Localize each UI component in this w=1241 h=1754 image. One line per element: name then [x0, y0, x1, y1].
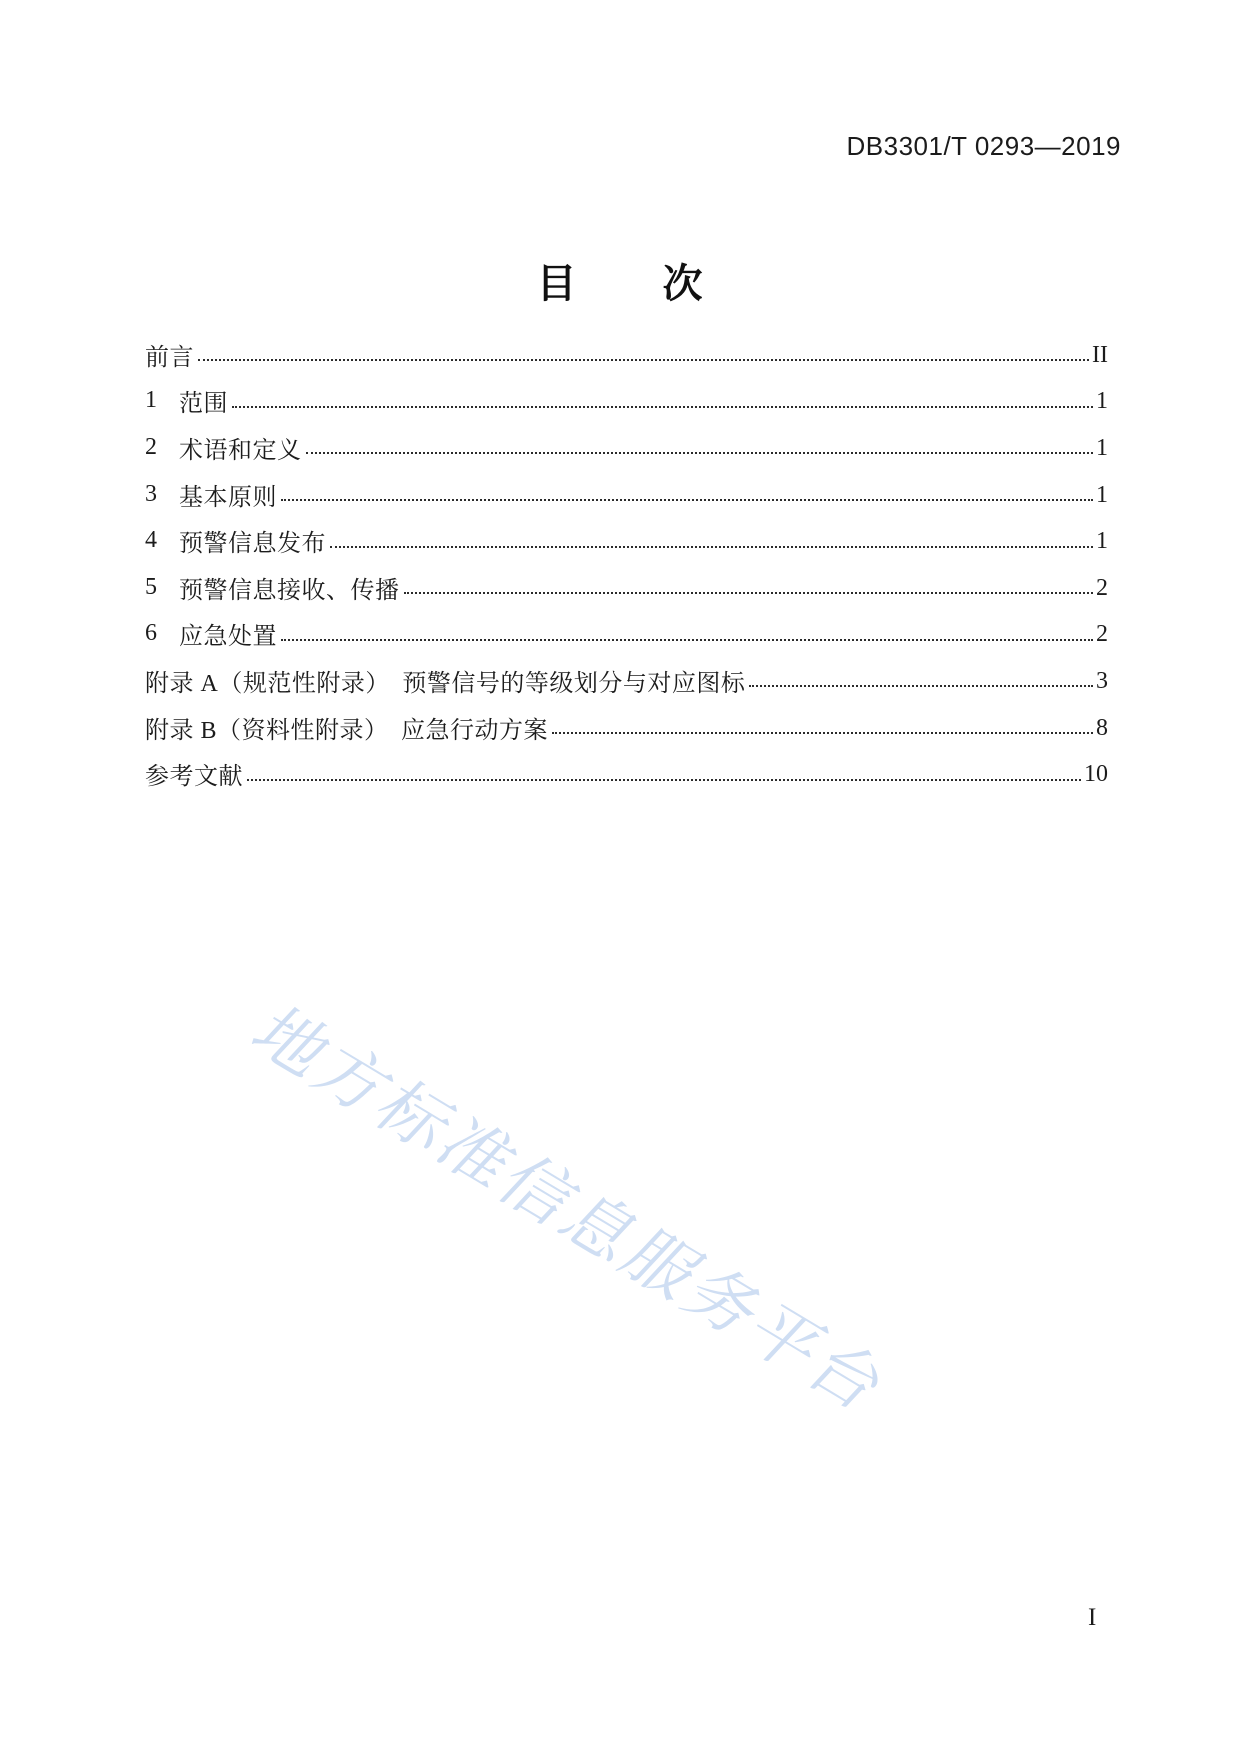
toc-entry-number: 3 [145, 480, 157, 507]
toc-entry-page: 10 [1084, 761, 1108, 788]
toc-entry [145, 471, 1108, 518]
toc-list [145, 331, 1108, 797]
dot-leader [232, 406, 1093, 408]
dot-leader [306, 452, 1094, 454]
toc-entry [145, 750, 1108, 797]
toc-entry-page: 1 [1096, 388, 1108, 415]
toc-entry-label: 前言 [145, 344, 194, 371]
toc-entry-label: 预警信息接收、传播 [179, 577, 400, 604]
watermark-text: 地方标准信息服务平台 [235, 996, 907, 1425]
footer-page-number: I [1088, 1604, 1097, 1631]
toc-entry-page: 1 [1096, 481, 1108, 508]
toc-entry-page: II [1092, 341, 1108, 368]
toc-entry-number: 6 [145, 620, 157, 647]
dot-leader [330, 546, 1093, 548]
toc-entry-page: 1 [1096, 434, 1108, 461]
toc-entry-number: 4 [145, 527, 157, 554]
toc-entry [145, 517, 1108, 564]
dot-leader [198, 359, 1089, 361]
toc-entry-page: 2 [1096, 574, 1108, 601]
toc-entry-number: 1 [145, 387, 157, 414]
toc-entry [145, 611, 1108, 658]
toc-entry-label: 范围 [179, 391, 228, 418]
toc-entry-number: 2 [145, 433, 157, 460]
toc-entry [145, 704, 1108, 751]
dot-leader [281, 639, 1093, 641]
toc-entry-label: 附录 B（资料性附录） 应急行动方案 [145, 717, 549, 744]
dot-leader [749, 685, 1093, 687]
toc-entry-label: 应急处置 [179, 624, 277, 651]
toc-entry [145, 424, 1108, 471]
toc-entry [145, 331, 1108, 378]
toc-entry-page: 2 [1096, 621, 1108, 648]
dot-leader [404, 592, 1094, 594]
toc-entry-label: 基本原则 [179, 484, 277, 511]
toc-entry-number: 5 [145, 573, 157, 600]
dot-leader [552, 732, 1093, 734]
dot-leader [281, 499, 1093, 501]
toc-entry-page: 8 [1096, 714, 1108, 741]
toc-entry-page: 3 [1096, 667, 1108, 694]
page-title: 目 次 [536, 261, 705, 306]
toc-entry-label: 参考文献 [145, 764, 243, 791]
toc-entry [145, 657, 1108, 704]
dot-leader [247, 779, 1081, 781]
toc-entry-label: 预警信息发布 [179, 531, 326, 558]
standard-number: DB3301/T 0293—2019 [846, 131, 1121, 161]
toc-entry [145, 378, 1108, 425]
toc-entry-label: 术语和定义 [179, 437, 302, 464]
toc-entry [145, 564, 1108, 611]
toc-entry-label: 附录 A（规范性附录） 预警信号的等级划分与对应图标 [145, 670, 746, 697]
toc-entry-page: 1 [1096, 528, 1108, 555]
